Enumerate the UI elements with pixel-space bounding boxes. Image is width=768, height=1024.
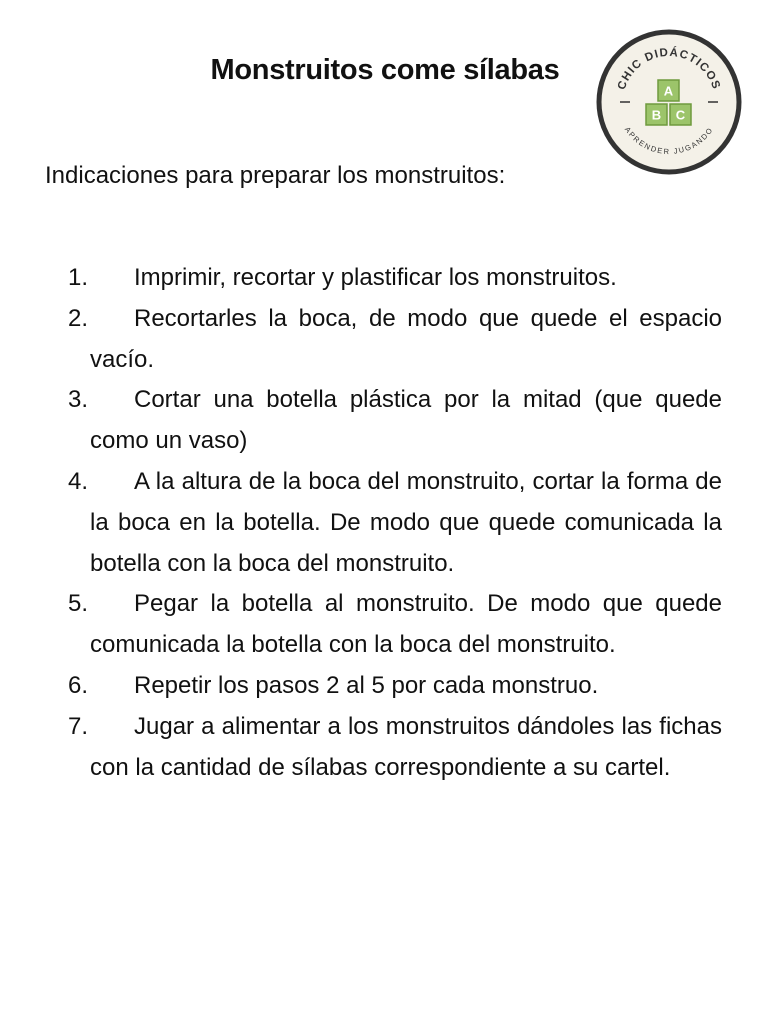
step-text: A la altura de la boca del monstruito, cortar la forma de la boca en la botella. De modo que quede comunicada la botella con la boca del monstruito.	[90, 467, 722, 577]
step-number: 3.	[68, 386, 89, 414]
brand-logo	[596, 29, 742, 175]
logo-block-a-letter: A	[663, 83, 674, 99]
logo-bottom-text: APRENDER JUGANDO	[622, 125, 716, 157]
list-item	[68, 258, 722, 299]
step-text: Recortarles la boca, de modo que quede el espacio vacío.	[90, 304, 722, 373]
step-number: 1.	[68, 264, 89, 291]
step-text: Pegar la botella al monstruito. De modo que quede comunicada la botella con la boca del monstruito.	[90, 590, 722, 659]
list-item	[68, 707, 722, 789]
step-text: Cortar una botella plástica por la mitad (que quede como un vaso)	[90, 386, 722, 455]
step-number: 7.	[68, 712, 89, 740]
logo-block-c-letter: C	[675, 107, 686, 123]
step-text: Imprimir, recortar y plastificar los monstruitos.	[134, 264, 617, 291]
step-number: 2.	[68, 304, 89, 332]
logo-badge-icon	[596, 29, 742, 175]
page-title: Monstruitos come sílabas	[210, 54, 560, 86]
step-number: 5.	[68, 590, 89, 618]
list-item	[68, 584, 722, 666]
step-number: 6.	[68, 671, 89, 699]
list-item	[68, 666, 722, 707]
step-number: 4.	[68, 467, 89, 495]
list-item	[68, 462, 722, 584]
list-item	[68, 299, 722, 381]
step-text: Jugar a alimentar a los monstruitos dándoles las fichas con la cantidad de sílabas correspondiente a su cartel.	[90, 712, 722, 781]
logo-block-b-letter: B	[651, 107, 662, 123]
logo-top-text: CHIC DIDÁCTICOS	[615, 46, 723, 92]
list-item	[68, 380, 722, 462]
step-text: Repetir los pasos 2 al 5 por cada monstruo.	[134, 671, 599, 699]
steps-list	[68, 258, 722, 788]
instructions-heading: Indicaciones para preparar los monstruitos:	[45, 162, 506, 189]
